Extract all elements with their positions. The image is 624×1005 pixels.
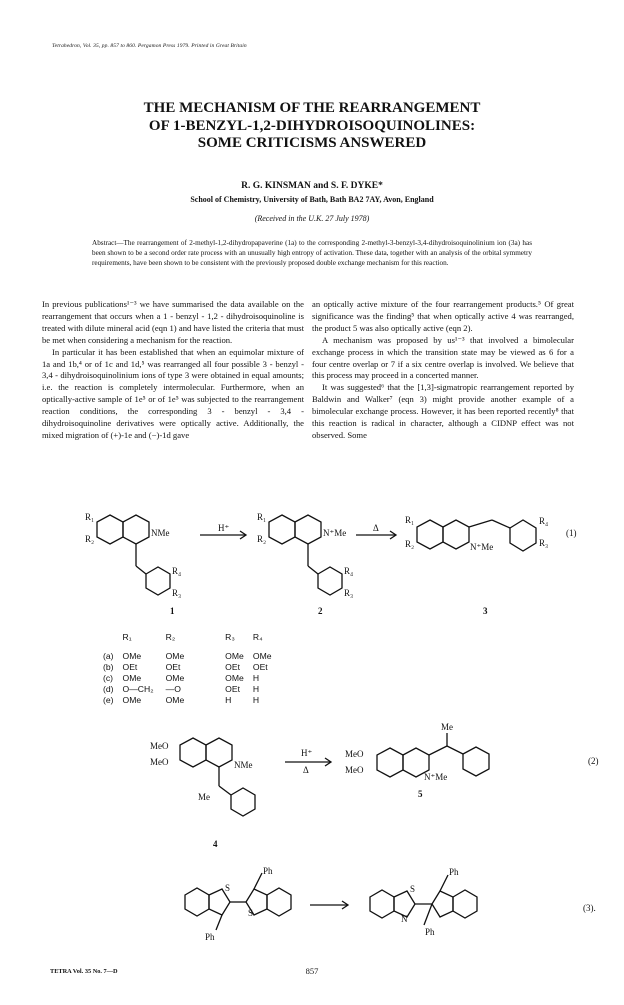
reagent-label: H⁺ (301, 748, 313, 758)
table-header (103, 632, 123, 643)
table-cell: OMe (165, 673, 185, 683)
substituent-label: MeO (345, 749, 364, 759)
journal-header: Tetrahedron, Vol. 35, pp. 857 to 860. Pergamon Press 1979. Printed in Great Britain (52, 43, 247, 49)
sulfur-label: S (248, 908, 254, 918)
nme-label: NMe (151, 528, 170, 538)
substituent-label: MeO (150, 741, 169, 751)
table-row (103, 695, 281, 706)
methyl-label: Me (441, 722, 453, 732)
nme-label: N⁺Me (470, 542, 494, 552)
nitrogen-label: N (401, 914, 408, 924)
table-cell: H (252, 684, 260, 694)
paragraph: an optically active mixture of the four rearrangement products.⁵ Of great significance was the finding⁵ that when optically active 4 was rearranged, the product 5 was also optically active (eqn 2). (312, 299, 574, 333)
table-row (103, 684, 281, 695)
table-cell: OMe (225, 651, 244, 661)
substituent-label: R₄ (344, 566, 354, 576)
title-line: OF 1-BENZYL-1,2-DIHYDROISOQUINOLINES: (148, 117, 476, 134)
table-cell: OEt (252, 662, 268, 672)
substituent-label: R₂ (85, 534, 95, 544)
equation-number: (1) (566, 528, 577, 538)
table-cell: (d) (103, 684, 114, 694)
authors: R. G. KINSMAN and S. F. DYKE* (241, 181, 383, 191)
substituent-label: R₄ (539, 516, 549, 526)
table-header: R₁ (122, 632, 132, 642)
table-cell: OEt (225, 684, 240, 694)
table-row (103, 662, 281, 673)
substituent-label: MeO (345, 765, 364, 775)
reagent-label: Δ (373, 523, 379, 533)
table-cell: —O (165, 684, 181, 694)
phenyl-label: Ph (449, 867, 459, 877)
table-cell: (b) (103, 662, 114, 672)
substituent-label: R₂ (257, 534, 267, 544)
table-cell: OMe (122, 651, 142, 661)
table-header: R₃ (225, 632, 235, 642)
paragraph: In particular it has been established that when an equimolar mixture of 1a and 1b,⁴ or of 1c and 1d,⁵ was rearranged all four possible 3 - benzyl - 3,4 - dihydroisoquinolinium ions of type 3 were obtained in equal amounts; i.e. the reaction is completely intermolecular. Furthermore, when an optically-active sample of 1e⁵ or of 1e⁵ was subjected to the rearrangement reaction conditions, the corresponding 3 - benzyl - 3,4 - dihydroisoquinoline derivatives were optically active. Additionally, the mixed migration of (+)-1e and (−)-1d gave (42, 346, 304, 440)
table-cell: OEt (122, 662, 138, 672)
affiliation: School of Chemistry, University of Bath, Bath BA2 7AY, Avon, England (190, 195, 434, 204)
equation-number: (3). (583, 903, 596, 913)
phenyl-label: Ph (263, 866, 273, 876)
table-cell: OMe (225, 673, 244, 683)
table-cell: H (252, 673, 260, 683)
phenyl-label: Ph (425, 927, 435, 937)
substituent-label: R₂ (405, 539, 415, 549)
nme-label: N⁺Me (424, 772, 448, 782)
received-date: (Received in the U.K. 27 July 1978) (254, 214, 370, 223)
substituent-label: R₁ (405, 515, 415, 525)
paragraph: It was suggested⁶ that the [1,3]-sigmatropic rearrangement reported by Baldwin and Walker⁷ (eqn 3) might provide another example of a bimolecular exchange process. However, it has been reported recently⁸ that this reaction is radical in character, although a CIDNP effect was not observed. Some (312, 382, 574, 440)
sulfur-label: S (225, 883, 231, 893)
compound-number: 3 (483, 606, 488, 616)
compound-number: 4 (213, 839, 218, 849)
paragraph: A mechanism was proposed by us¹⁻³ that involved a bimolecular exchange process in which the transition state may be viewed as 6 for a four centre overlap or 7 if a six centre overlap is involved. We believe that this process may proceed in a concerted manner. (312, 334, 574, 381)
table-cell: H (252, 695, 260, 705)
abstract: Abstract—The rearrangement of 2-methyl-1,2-dihydropapaverine (1a) to the corresponding 2-methyl-3-benzyl-3,4-dihydroisoquinolinium ion (3a) has been shown to be a second order rate process with an unusually high entropy of activation. These data, together with an analysis of the orbital symmetry requirements, have been shown to be consistent with the previously proposed double exchange mechanism for this reaction. (92, 239, 532, 267)
table-row (103, 651, 281, 662)
reagent-label: Δ (303, 765, 309, 775)
table-cell: OEt (165, 662, 181, 672)
table-header: R₄ (252, 632, 263, 642)
compound-number: 1 (170, 606, 175, 616)
table-cell: OMe (165, 695, 185, 705)
table-cell: O—CH₂ (122, 684, 154, 694)
table-header: R₂ (165, 632, 176, 642)
table-cell: OMe (165, 651, 185, 661)
table-cell: (e) (103, 695, 114, 705)
equation-number: (2) (588, 756, 599, 766)
footer-issue: TETRA Vol. 35 No. 7—D (50, 968, 118, 975)
substituent-label: R₃ (172, 588, 182, 598)
page-number: 857 (305, 966, 319, 976)
substituent-label: R₁ (257, 512, 267, 522)
nme-label: NMe (234, 760, 253, 770)
compound-number: 2 (318, 606, 323, 616)
table-row (103, 673, 281, 684)
compound-number: 5 (418, 789, 423, 799)
table-cell: OMe (122, 673, 142, 683)
title-line: SOME CRITICISMS ANSWERED (197, 135, 427, 151)
table-cell: (c) (103, 673, 114, 683)
substituent-label: MeO (150, 757, 169, 767)
substituent-label: R₄ (172, 566, 182, 576)
table-cell: OEt (225, 662, 240, 672)
substituent-label: R₁ (85, 512, 95, 522)
table-cell: H (225, 695, 232, 705)
table-cell: OMe (252, 651, 272, 661)
table-header-row (103, 632, 281, 643)
reagent-label: H⁺ (218, 523, 230, 533)
phenyl-label: Ph (205, 932, 215, 942)
nme-label: N⁺Me (323, 528, 347, 538)
substituent-table (103, 632, 281, 706)
paragraph: In previous publications¹⁻³ we have summarised the data available on the rearrangement that occurs when a 1 - benzyl - 1,2 - dihydroisoquinoline is treated with dilute mineral acid (eqn 1) and have listed the criteria that must be met when considering a mechanism for the reaction. (42, 299, 304, 345)
table-cell: OMe (122, 695, 142, 705)
methyl-label: Me (198, 792, 210, 802)
table-cell: (a) (103, 651, 114, 661)
substituent-label: R₃ (344, 588, 354, 598)
sulfur-label: S (410, 884, 416, 894)
substituent-label: R₃ (539, 538, 549, 548)
title-line: THE MECHANISM OF THE REARRANGEMENT (143, 100, 481, 116)
